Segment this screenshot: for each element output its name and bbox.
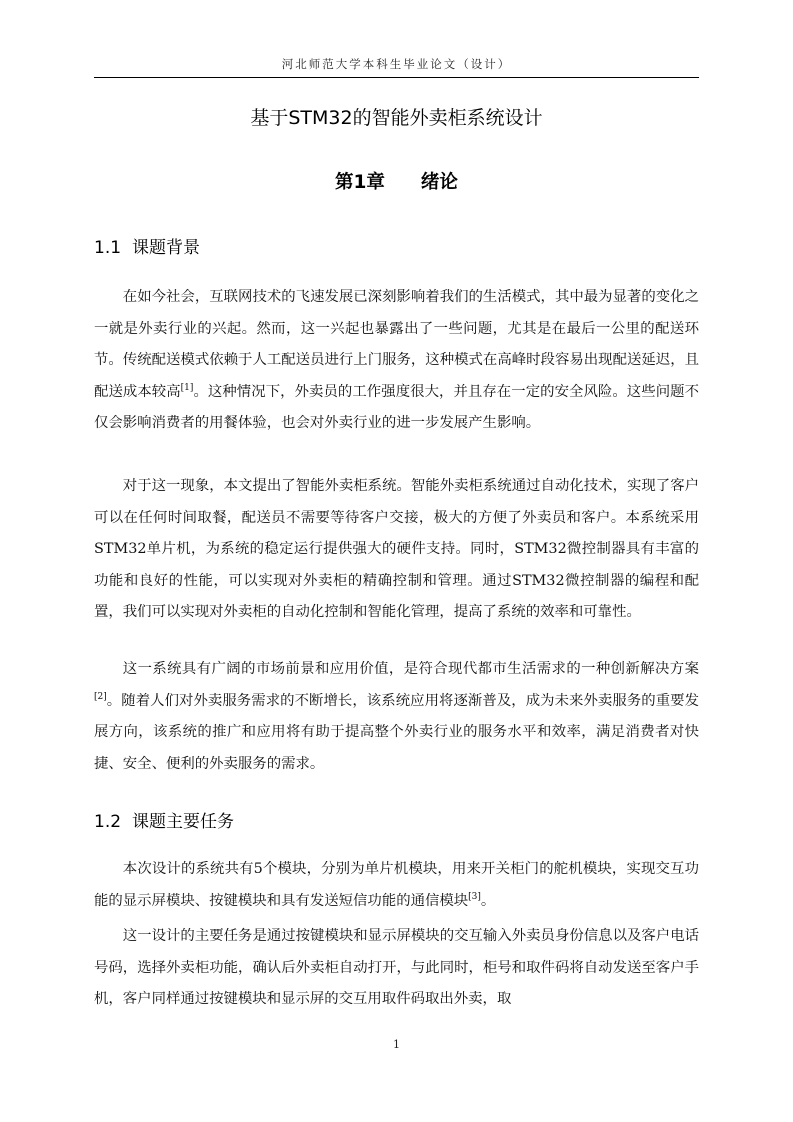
paragraph-text: 在如今社会，互联网技术的飞速发展已深刻影响着我们的生活模式，其中最为显著的变化之一就是外卖行业的兴起。然而，这一兴起也暴露出了一些问题，尤其是在最后一公里的配送环节。传统配送模式依赖于人工配送员进行上门服务，这种模式在高峰时段容易出现配送延迟，且配送成本较高 (94, 289, 699, 400)
citation-marker: [3] (468, 891, 481, 902)
chapter-title: 绪论 (420, 172, 458, 193)
body-paragraph (94, 471, 699, 629)
paragraph-text: 本次设计的系统共有5个模块，分别为单片机模块，用来开关柜门的舵机模块，实现交互功能的显示屏模块、按键模块和具有发送短信功能的通信模块 (94, 861, 699, 909)
section-heading-1-1 (94, 233, 699, 258)
page-number: 1 (393, 1038, 400, 1051)
body-paragraph (94, 854, 699, 917)
citation-marker: [2] (94, 691, 107, 702)
paragraph-text: 。随着人们对外卖服务需求的不断增长，该系统应用将逐渐普及，成为未来外卖服务的重要发展方向，该系统的推广和应用将有助于提高整个外卖行业的服务水平和效率，满足消费者对快捷、安全、便利的外卖服务的需求。 (94, 692, 699, 772)
paragraph-text: 这一系统具有广阔的市场前景和应用价值，是符合现代都市生活需求的一种创新解决方案 (122, 661, 699, 677)
paragraph-text: 。 (480, 892, 496, 909)
chapter-number: 第1章 (335, 172, 385, 193)
thesis-title: 基于STM32的智能外卖柜系统设计 (250, 107, 543, 129)
section-number: 1.2 (94, 812, 122, 832)
paragraph-text: 。这种情况下，外卖员的工作强度很大，并且存在一定的安全风险。这些问题不仅会影响消费者的用餐体验，也会对外卖行业的进一步发展产生影响。 (94, 383, 699, 431)
paragraph-text: 这一设计的主要任务是通过按键模块和显示屏模块的交互输入外卖员身份信息以及客户电话号码，选择外卖柜功能，确认后外卖柜自动打开，与此同时，柜号和取件码将自动发送至客户手机，客户同样通过按键模块和显示屏的交互用取件码取出外卖，取 (94, 928, 699, 1007)
citation-marker: [1] (180, 382, 194, 393)
running-header: 河北师范大学本科生毕业论文（设计） (281, 57, 512, 71)
body-paragraph (94, 654, 699, 780)
header-rule (94, 77, 699, 78)
chapter-heading (94, 168, 699, 194)
section-number: 1.1 (94, 238, 122, 258)
section-title: 课题主要任务 (132, 812, 234, 832)
section-title: 课题背景 (132, 238, 200, 258)
paragraph-text: 对于这一现象，本文提出了智能外卖柜系统。智能外卖柜系统通过自动化技术，实现了客户可以在任何时间取餐，配送员不需要等待客户交接，极大的方便了外卖员和客户。本系统采用STM32单片机，为系统的稳定运行提供强大的硬件支持。同时，STM32微控制器具有丰富的功能和良好的性能，可以实现对外卖柜的精确控制和管理。通过STM32微控制器的编程和配置，我们可以实现对外卖柜的自动化控制和智能化管理，提高了系统的效率和可靠性。 (94, 478, 699, 620)
section-heading-1-2 (94, 807, 699, 832)
body-paragraph (94, 921, 699, 1016)
body-paragraph (94, 282, 699, 440)
